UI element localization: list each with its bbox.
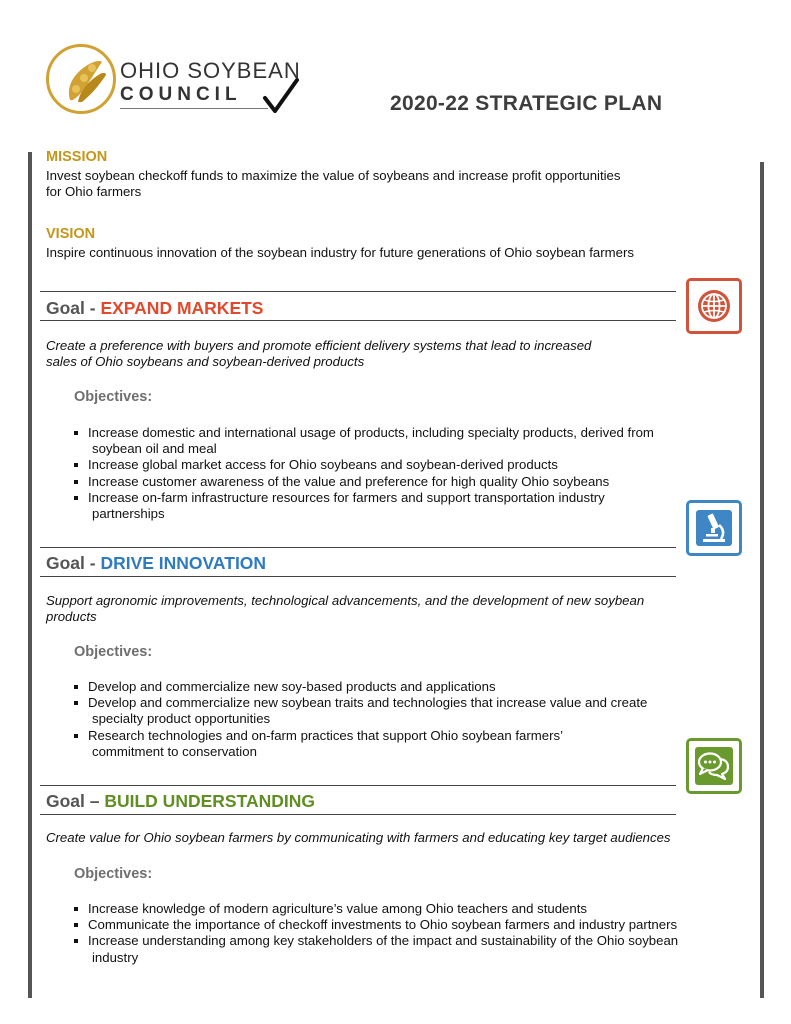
list-item (72, 695, 712, 727)
vision-heading: VISION (46, 226, 96, 242)
goal-description-line: Create value for Ohio soybean farmers by communicating with farmers and educating key target audiences (46, 830, 671, 845)
microscope-icon (689, 503, 739, 553)
logo-text-council: COUNCIL (120, 84, 242, 105)
objective-text: Increase customer awareness of the value and preference for high quality Ohio soybeans (88, 473, 610, 489)
objective-text: Research technologies and on-farm practices that support Ohio soybean farmers’ (88, 727, 563, 743)
objective-text-cont: commitment to conservation (92, 743, 257, 759)
goal-title-expand-markets (46, 298, 263, 319)
objectives-list (72, 425, 732, 522)
mission-heading: MISSION (46, 149, 108, 165)
objective-text-cont: specialty product opportunities (92, 711, 271, 727)
goal-prefix: Goal – (46, 791, 105, 811)
objective-text: Increase on-farm infrastructure resources for farmers and support transportation industry (88, 489, 605, 505)
goal-title-drive-innovation (46, 553, 266, 574)
goal-description (46, 830, 746, 846)
objective-text: Increase knowledge of modern agriculture’s value among Ohio teachers and students (88, 901, 587, 916)
objective-text: Increase global market access for Ohio soybeans and soybean-derived products (88, 457, 558, 473)
left-border-bar (28, 152, 32, 998)
right-border-bar (760, 162, 764, 998)
list-item (72, 728, 712, 760)
list-item (72, 917, 742, 933)
objectives-list (72, 679, 712, 760)
goal-description-line: Support agronomic improvements, technological advancements, and the development of new soybean (46, 593, 645, 608)
goal-description (46, 338, 726, 370)
objective-text: Communicate the importance of checkoff investments to Ohio soybean farmers and industry partners (88, 917, 678, 933)
goal-description (46, 593, 736, 625)
goal-description-line: sales of Ohio soybeans and soybean-derived products (46, 354, 365, 369)
list-item (72, 933, 742, 965)
goal-rule-top (40, 547, 676, 548)
vision-text: Inspire continuous innovation of the soybean industry for future generations of Ohio soybean farmers (46, 245, 634, 260)
goal-description-line: products (46, 609, 97, 624)
mission-text (46, 168, 726, 200)
objective-text: Increase domestic and international usage of products, including specialty products, derived from (88, 425, 654, 440)
goal-prefix: Goal - (46, 553, 101, 573)
goal-rule-top (40, 291, 676, 292)
objective-text: Develop and commercialize new soybean traits and technologies that increase value and create (88, 695, 648, 711)
goal-rule-bottom (40, 320, 676, 321)
chat-bubbles-icon-box (686, 738, 742, 794)
objectives-heading: Objectives: (74, 389, 153, 405)
list-item (72, 425, 732, 457)
goal-rule-bottom (40, 576, 676, 577)
objectives-list (72, 901, 742, 966)
list-item (72, 457, 732, 473)
page-title: 2020-22 STRATEGIC PLAN (390, 92, 663, 115)
objective-text-cont: soybean oil and meal (92, 441, 217, 457)
goal-description-line: Create a preference with buyers and promote efficient delivery systems that lead to increased (46, 338, 592, 353)
list-item (72, 490, 732, 522)
globe-icon (689, 281, 739, 331)
objective-text-cont: partnerships (92, 506, 165, 522)
objective-text: Develop and commercialize new soy-based products and applications (88, 679, 496, 694)
chat-bubbles-icon (689, 741, 739, 791)
soybean-pod-icon (56, 52, 112, 108)
mission-text-line: Invest soybean checkoff funds to maximize the value of soybeans and increase profit opportunities (46, 168, 621, 183)
goal-title-build-understanding (46, 791, 315, 812)
logo-underline (120, 108, 268, 109)
objectives-heading: Objectives: (74, 644, 153, 660)
goal-prefix: Goal - (46, 298, 101, 318)
goal-rule-top (40, 785, 676, 786)
objective-text: Increase understanding among key stakeholders of the impact and sustainability of the Ohio soybean (88, 933, 679, 949)
logo-text-ohio-soybean: OHIO SOYBEAN (120, 58, 301, 83)
mission-text-line: for Ohio farmers (46, 184, 142, 199)
goal-name: BUILD UNDERSTANDING (104, 791, 316, 811)
list-item (72, 474, 732, 490)
objectives-heading: Objectives: (74, 866, 153, 882)
list-item (72, 901, 742, 917)
globe-icon-box (686, 278, 742, 334)
goal-name: DRIVE INNOVATION (100, 553, 267, 573)
microscope-icon-box (686, 500, 742, 556)
checkmark-icon (262, 76, 300, 116)
goal-name: EXPAND MARKETS (100, 298, 264, 318)
goal-rule-bottom (40, 814, 676, 815)
list-item (72, 679, 712, 695)
objective-text-cont: industry (92, 949, 139, 965)
